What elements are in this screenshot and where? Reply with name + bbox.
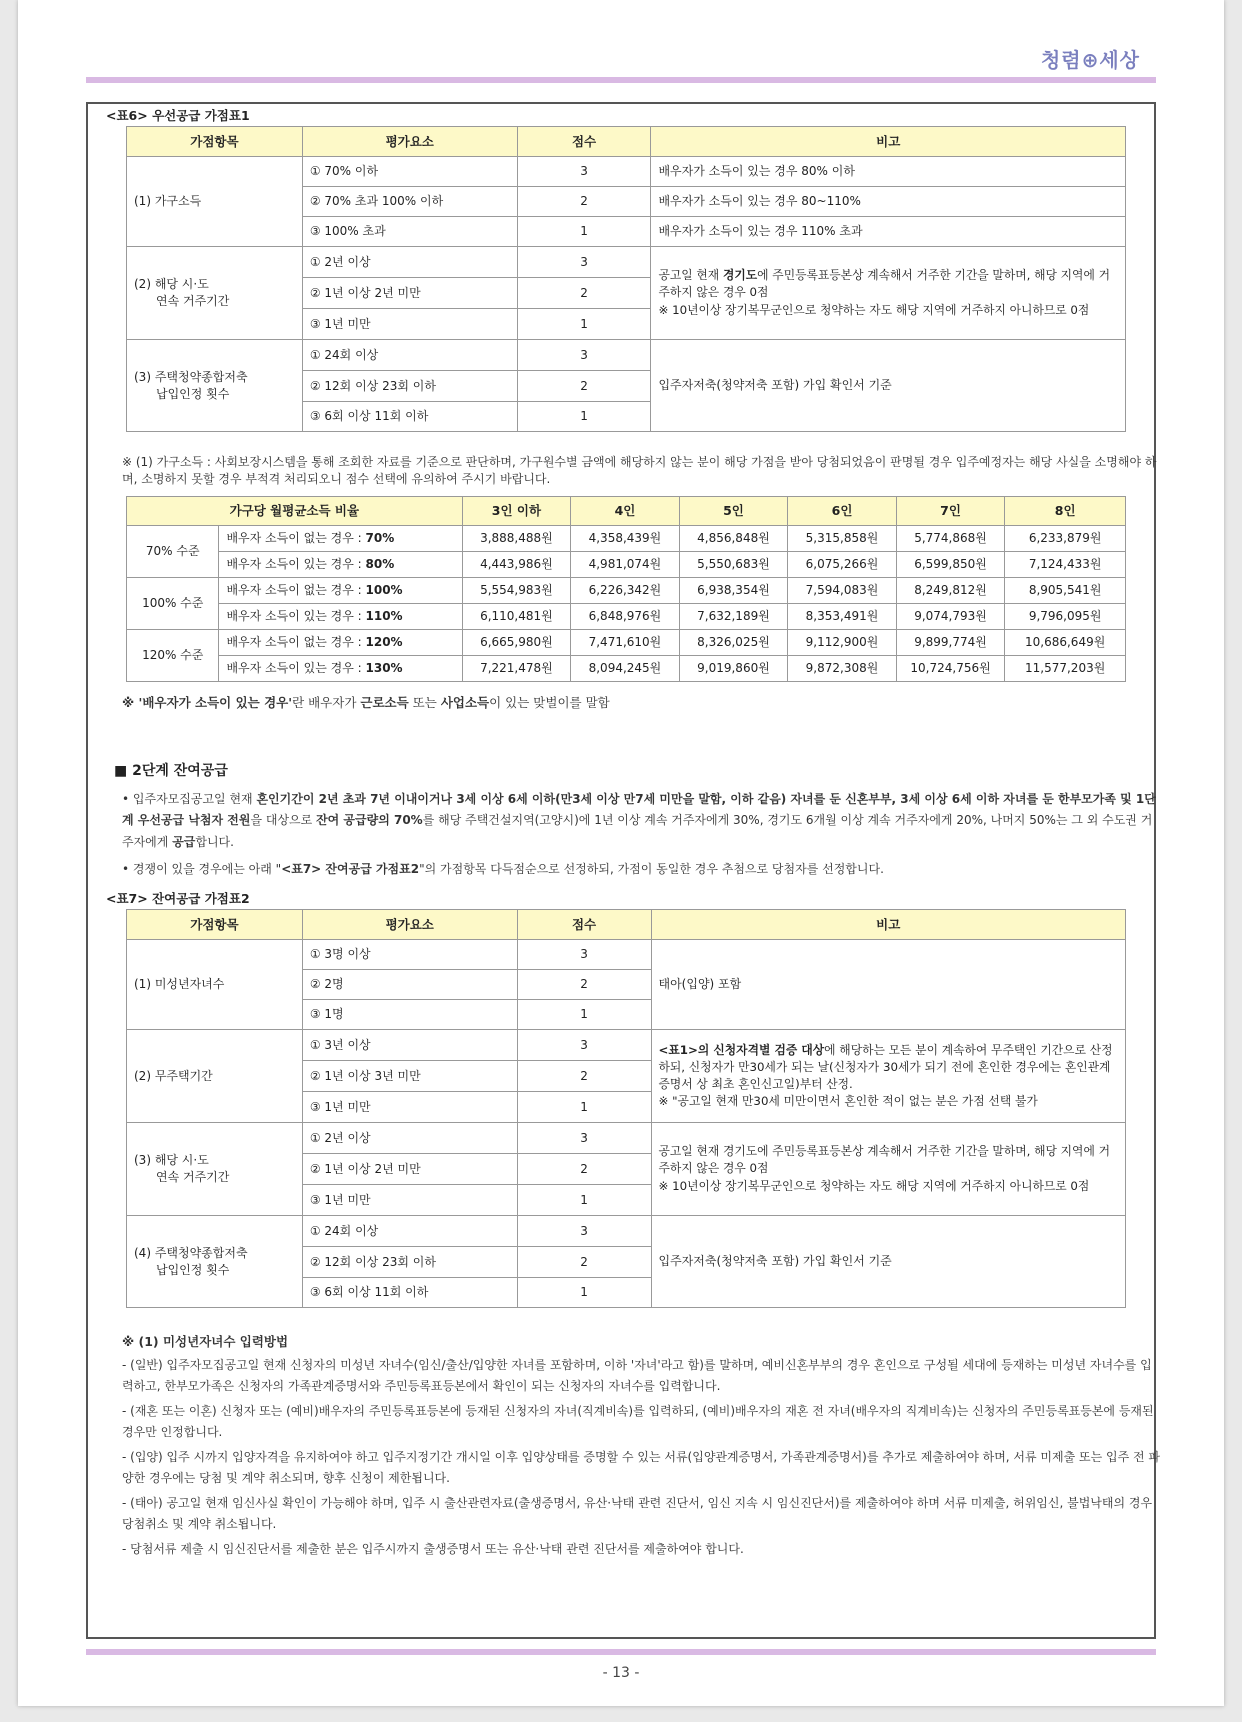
table6-score: 1 (517, 402, 651, 432)
document-page (18, 0, 1224, 1706)
page-number: - 13 - (602, 1665, 640, 1681)
income-header-col: 6인 (788, 497, 897, 526)
income-cell: 6,665,980원 (462, 630, 571, 656)
income-header-label: 가구당 월평균소득 비율 (127, 497, 463, 526)
table7-element: ③ 6회 이상 11회 이하 (302, 1278, 517, 1308)
note-text: 또는 (408, 695, 441, 710)
table7-header-element: 평가요소 (302, 910, 517, 940)
income-label-pct: 120% (365, 635, 403, 650)
income-cell: 8,905,541원 (1005, 578, 1126, 604)
table6-item (127, 247, 303, 340)
remark-emphasis: <표1>의 신청자격별 검증 대상 (658, 1042, 825, 1057)
table6-element: ③ 1년 미만 (302, 309, 517, 340)
income-label-pct: 130% (365, 661, 403, 676)
remark-text: 에 주민등록표등본상 계속해서 거주한 기간을 말하며, 해당 지역에 거주하지 않은 경우 0점 (658, 268, 1110, 300)
income-label-text: 배우자 소득이 없는 경우 : (226, 583, 366, 598)
notes-item: - (태아) 공고일 현재 임신사실 확인이 가능해야 하며, 입주 시 출산관련자료(출생증명서, 유산·낙태 관련 진단서, 임신 지속 시 임신진단서)를 제출하여야 하며 서류 미제출, 허위임신, 불법낙태의 경우 당첨취소 및 계약 취소됩니다. (122, 1496, 1153, 1532)
income-header-col: 7인 (896, 497, 1005, 526)
income-cell: 7,221,478원 (462, 656, 571, 682)
table6-header-remark: 비고 (651, 127, 1126, 157)
table6-remark (651, 247, 1126, 340)
para-emphasis: 잔여 공급량의 70% (316, 813, 423, 828)
income-cell: 4,981,074원 (571, 552, 680, 578)
note-text: 이 있는 맞벌이를 말함 (489, 695, 610, 710)
income-label-text: 배우자 소득이 없는 경우 : (226, 635, 366, 650)
table6-remark: 입주자저축(청약저축 포함) 가입 확인서 기준 (651, 340, 1126, 432)
table7-header-remark: 비고 (651, 910, 1126, 940)
table6-item (127, 340, 303, 432)
table7-item: (1) 미성년자녀수 (127, 940, 303, 1030)
income-cell: 5,554,983원 (462, 578, 571, 604)
table6-item-line1: (3) 주택청약종합저축 (134, 369, 248, 384)
table7-element: ① 3명 이상 (302, 940, 517, 970)
notes-heading: ※ (1) 미성년자녀수 입력방법 (122, 1334, 289, 1349)
note-emphasis: 사업소득 (440, 695, 490, 710)
income-cell: 8,094,245원 (571, 656, 680, 682)
table7-item-line1: (3) 해당 시·도 (134, 1153, 209, 1168)
table7-element: ② 12회 이상 23회 이하 (302, 1247, 517, 1278)
income-level: 70% 수준 (127, 526, 219, 578)
income-label-pct: 70% (365, 531, 395, 546)
table6-remark: 배우자가 소득이 있는 경우 80% 이하 (651, 157, 1126, 187)
table7-score: 3 (517, 1030, 651, 1061)
table7-score: 1 (517, 1185, 651, 1216)
table7-item (127, 1123, 303, 1216)
income-cell: 9,112,900원 (788, 630, 897, 656)
table7-remark (651, 1030, 1126, 1123)
table6-header-element: 평가요소 (302, 127, 517, 157)
table7-score: 1 (517, 1278, 651, 1308)
table6-title: <표6> 우선공급 가점표1 (106, 108, 250, 123)
income-cell: 8,326,025원 (679, 630, 788, 656)
footer-divider (86, 1649, 1156, 1655)
income-label-text: 배우자 소득이 없는 경우 : (226, 531, 366, 546)
income-cell: 6,233,879원 (1005, 526, 1126, 552)
table6-element: ① 70% 이하 (302, 157, 517, 187)
logo: 청렴⊕세상 (1040, 48, 1140, 72)
income-cell: 10,724,756원 (896, 656, 1005, 682)
table6-score: 2 (517, 187, 651, 217)
table7-element: ③ 1년 미만 (302, 1092, 517, 1123)
note-mark: ※ (122, 695, 139, 710)
para-emphasis: 공급 (172, 834, 196, 849)
table6-item-line2: 납입인정 횟수 (156, 386, 230, 401)
income-row-label (219, 630, 462, 656)
table7-remark: 입주자저축(청약저축 포함) 가입 확인서 기준 (651, 1216, 1126, 1308)
table7-score: 2 (517, 1154, 651, 1185)
notes-item: - (입양) 입주 시까지 입양자격을 유지하여야 하고 입주지정기간 개시일 이후 입양상태를 증명할 수 있는 서류(입양관계증명서, 가족관계증명서)를 추가로 제출하여야 하며, 서류 미제출 또는 입주 전 파양한 경우에는 당첨 및 계약 취소되며, 향후 신청이 제한됩니다. (122, 1450, 1161, 1486)
para-text: • 입주자모집공고일 현재 (122, 792, 257, 806)
table7-element: ③ 1명 (302, 1000, 517, 1030)
income-label-text: 배우자 소득이 있는 경우 : (226, 557, 366, 572)
income-cell: 7,124,433원 (1005, 552, 1126, 578)
para-text: 을 대상으로 (250, 813, 317, 828)
income-header-col: 4인 (571, 497, 680, 526)
note-emphasis: '배우자가 소득이 있는 경우' (138, 695, 293, 710)
income-cell: 6,938,354원 (679, 578, 788, 604)
income-cell: 5,550,683원 (679, 552, 788, 578)
table7-title: <표7> 잔여공급 가점표2 (106, 891, 250, 906)
income-cell: 4,443,986원 (462, 552, 571, 578)
remark-text: 공고일 현재 경기도에 주민등록표등본상 계속해서 거주한 기간을 말하며, 해당 지역에 거주하지 않은 경우 0점 (658, 1144, 1110, 1176)
table7-item-line2: 납입인정 횟수 (156, 1262, 230, 1277)
income-level: 120% 수준 (127, 630, 219, 682)
table6-element: ② 70% 초과 100% 이하 (302, 187, 517, 217)
table7-score: 2 (517, 1247, 651, 1278)
table7-score: 2 (517, 1061, 651, 1092)
income-header-col: 3인 이하 (462, 497, 571, 526)
table7-score: 2 (517, 970, 651, 1000)
table7-element: ② 2명 (302, 970, 517, 1000)
note-emphasis: 근로소득 (360, 695, 409, 710)
table7 (126, 909, 1126, 1308)
table7-element: ③ 1년 미만 (302, 1185, 517, 1216)
income-row-label (219, 656, 462, 682)
notes-item: - (일반) 입주자모집공고일 현재 신청자의 미성년 자녀수(임신/출산/입양한 자녀를 포함하며, 이하 '자녀'라고 함)를 말하며, 예비신혼부부의 경우 혼인으로 구성될 세대에 등재하는 미성년 자녀수를 입력하고, 한부모가족은 신청자의 가족관계증명서와 주민등록표등본에서 확인이 되는 신청자의 자녀수를 입력합니다. (122, 1358, 1152, 1394)
income-cell: 10,686,649원 (1005, 630, 1126, 656)
income-row-label (219, 552, 462, 578)
table7-score: 3 (517, 1216, 651, 1247)
notes-item: - 당첨서류 제출 시 임신진단서를 제출한 분은 입주시까지 출생증명서 또는 유산·낙태 관련 진단서를 제출하여야 합니다. (122, 1542, 744, 1556)
para-text: • 경쟁이 있을 경우에는 아래 " (122, 862, 282, 876)
income-table (126, 496, 1126, 682)
table6-score: 3 (517, 340, 651, 371)
section-paragraph (122, 859, 1162, 880)
income-cell: 9,796,095원 (1005, 604, 1126, 630)
table6-element: ③ 6회 이상 11회 이하 (302, 402, 517, 432)
income-cell: 3,888,488원 (462, 526, 571, 552)
income-header-col: 8인 (1005, 497, 1126, 526)
table6-remark: 배우자가 소득이 있는 경우 80~110% (651, 187, 1126, 217)
income-cell: 9,074,793원 (896, 604, 1005, 630)
income-cell: 6,226,342원 (571, 578, 680, 604)
income-level: 100% 수준 (127, 578, 219, 630)
table7-item-line1: (4) 주택청약종합저축 (134, 1245, 248, 1260)
income-row-label (219, 578, 462, 604)
income-label-pct: 100% (365, 583, 403, 598)
table6-header-score: 점수 (517, 127, 651, 157)
income-cell: 7,471,610원 (571, 630, 680, 656)
remark-note: ※ 10년이상 장기복무군인으로 청약하는 자도 해당 지역에 거주하지 아니하므로 0점 (658, 302, 1090, 317)
income-row-label (219, 526, 462, 552)
income-label-text: 배우자 소득이 있는 경우 : (226, 661, 366, 676)
para-text: 를 해당 주택건설지역(고양시)에 1년 이상 계속 거주자에게 30%, 경기도 6개월 이상 계속 거주자에게 20%, 나머지 50%는 그 외 수도권 거주자에게 (122, 813, 1153, 849)
table7-score: 3 (517, 1123, 651, 1154)
income-cell: 8,249,812원 (896, 578, 1005, 604)
income-label-text: 배우자 소득이 있는 경우 : (226, 609, 366, 624)
income-cell: 7,632,189원 (679, 604, 788, 630)
remark-note: ※ 10년이상 장기복무군인으로 청약하는 자도 해당 지역에 거주하지 아니하므로 0점 (658, 1178, 1090, 1193)
income-cell: 4,358,439원 (571, 526, 680, 552)
table7-element: ① 24회 이상 (302, 1216, 517, 1247)
table7-header-score: 점수 (517, 910, 651, 940)
income-cell: 6,599,850원 (896, 552, 1005, 578)
income-cell: 7,594,083원 (788, 578, 897, 604)
para-emphasis: 혼인기간이 2년 초과 7년 이내이거나 3세 이상 6세 이하(만3세 이상 만7세 미만을 말함, 이하 같음) 자녀를 둔 신혼부부, 3세 이상 6세 이하 자녀를 둔 한부모가족 및 1단계 우선공급 낙첨자 전원 (122, 792, 1156, 828)
income-label-pct: 110% (365, 609, 403, 624)
table7-score: 1 (517, 1000, 651, 1030)
table7-item (127, 1216, 303, 1308)
remark-emphasis: 경기도 (722, 268, 758, 283)
table6-item-line1: (2) 해당 시·도 (134, 277, 209, 292)
table6-score: 3 (517, 157, 651, 187)
table7-element: ② 1년 이상 3년 미만 (302, 1061, 517, 1092)
table6-item: (1) 가구소득 (127, 157, 303, 247)
table6-score: 2 (517, 371, 651, 402)
table7-item: (2) 무주택기간 (127, 1030, 303, 1123)
income-cell: 4,856,848원 (679, 526, 788, 552)
para-text: "의 가점항목 다득점순으로 선정하되, 가점이 동일한 경우 추첨으로 당첨자를 선정합니다. (419, 862, 884, 876)
note-text: 란 배우자가 (292, 695, 361, 710)
notes-item: - (재혼 또는 이혼) 신청자 또는 (예비)배우자의 주민등록표등본에 등재된 신청자의 자녀(직계비속)를 입력하되, (예비)배우자의 재혼 전 자녀(배우자의 직계비속)는 신청자의 주민등록표등본에 등재된 경우만 인정합니다. (122, 1404, 1154, 1440)
income-cell: 5,315,858원 (788, 526, 897, 552)
para-emphasis: <표7> 잔여공급 가점표2 (281, 862, 420, 876)
table6-score: 1 (517, 309, 651, 340)
section-heading: ■ 2단계 잔여공급 (114, 763, 228, 779)
para-text: 합니다. (195, 834, 234, 849)
table6-element: ① 24회 이상 (302, 340, 517, 371)
table7-remark (651, 1123, 1126, 1216)
table7-header-item: 가점항목 (127, 910, 303, 940)
header-divider (86, 77, 1156, 83)
table6-remark: 배우자가 소득이 있는 경우 110% 초과 (651, 217, 1126, 247)
table6-score: 1 (517, 217, 651, 247)
income-note (122, 694, 610, 712)
income-cell: 9,019,860원 (679, 656, 788, 682)
table6-element: ② 12회 이상 23회 이하 (302, 371, 517, 402)
income-cell: 9,872,308원 (788, 656, 897, 682)
table6-score: 3 (517, 247, 651, 278)
table6-score: 2 (517, 278, 651, 309)
remark-text: 에 해당하는 모든 분이 계속하여 무주택인 기간으로 산정하되, 신청자가 만30세가 되는 날(신청자가 30세가 되기 전에 혼인한 경우에는 혼인관계증명서 상 최초 혼인신고일)부터 산정. (658, 1042, 1113, 1091)
table6-element: ② 1년 이상 2년 미만 (302, 278, 517, 309)
table7-element: ② 1년 이상 2년 미만 (302, 1154, 517, 1185)
remark-note: ※ "공고일 현재 만30세 미만이면서 혼인한 적이 없는 분은 가점 선택 불가 (658, 1094, 1038, 1109)
table7-item-line2: 연속 거주기간 (156, 1170, 230, 1184)
table6-element: ③ 100% 초과 (302, 217, 517, 247)
table6-item-line2: 연속 거주기간 (156, 294, 230, 308)
income-cell: 6,848,976원 (571, 604, 680, 630)
table6-note: ※ (1) 가구소득 : 사회보장시스템을 통해 조회한 자료를 기준으로 판단하며, 가구원수별 금액에 해당하지 않는 분이 해당 가점을 받아 당첨되었음이 판명될 경우 입주예정자는 해당 사실을 소명해야 하며, 소명하지 못할 경우 부적격 처리되오니 점수 선택에 유의하여 주시기 바랍니다. (122, 455, 1157, 487)
income-cell: 6,110,481원 (462, 604, 571, 630)
income-cell: 11,577,203원 (1005, 656, 1126, 682)
income-label-pct: 80% (365, 557, 395, 572)
income-header-col: 5인 (679, 497, 788, 526)
table6-header-item: 가점항목 (127, 127, 303, 157)
table7-score: 1 (517, 1092, 651, 1123)
table7-remark: 태아(입양) 포함 (651, 940, 1126, 1030)
income-row-label (219, 604, 462, 630)
table7-element: ① 2년 이상 (302, 1123, 517, 1154)
table6 (126, 126, 1126, 432)
table7-element: ① 3년 이상 (302, 1030, 517, 1061)
income-cell: 6,075,266원 (788, 552, 897, 578)
table6-element: ① 2년 이상 (302, 247, 517, 278)
table7-score: 3 (517, 940, 651, 970)
remark-text: 공고일 현재 (658, 268, 723, 283)
section-paragraph (122, 789, 1162, 853)
income-cell: 9,899,774원 (896, 630, 1005, 656)
income-cell: 8,353,491원 (788, 604, 897, 630)
income-cell: 5,774,868원 (896, 526, 1005, 552)
